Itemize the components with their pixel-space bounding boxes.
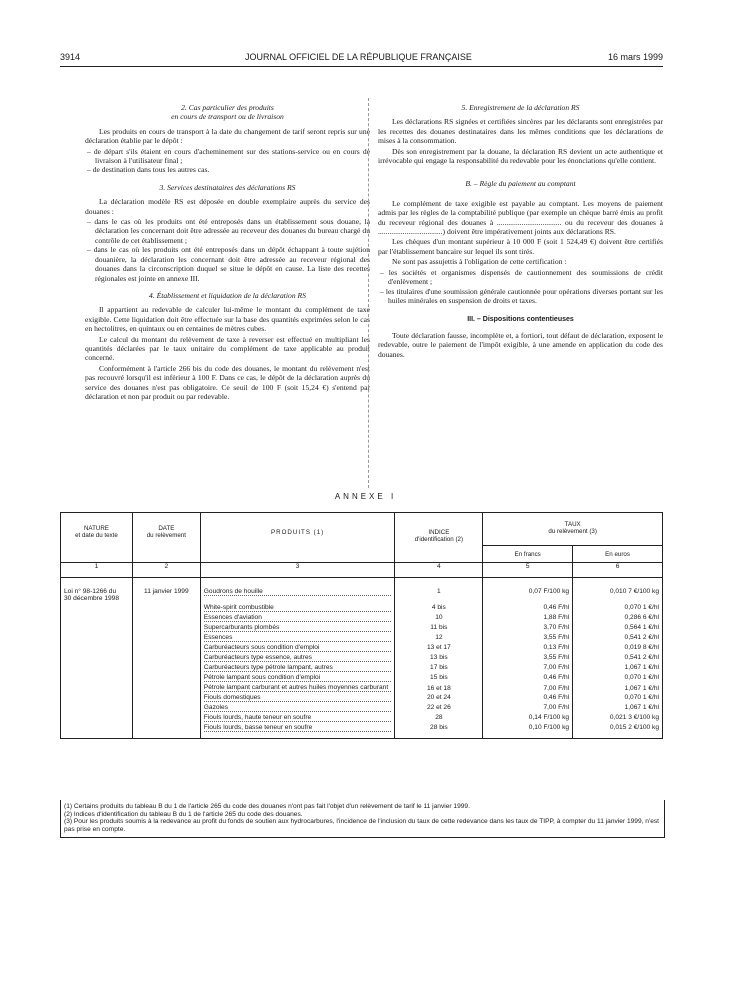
date-cell bbox=[132, 702, 200, 712]
table-row bbox=[61, 632, 663, 642]
product-name: Carburéacteurs type pétrole lampant, autres bbox=[204, 664, 392, 672]
table-row bbox=[61, 652, 663, 662]
column-number: 5 bbox=[483, 563, 573, 578]
table-row bbox=[61, 612, 663, 622]
indice-cell: 10 bbox=[395, 612, 483, 622]
table-row bbox=[61, 702, 663, 712]
column-number-row bbox=[61, 563, 663, 578]
taux-francs-cell: 1,88 F/hl bbox=[483, 612, 573, 622]
nature-cell bbox=[61, 712, 133, 722]
header-en-francs: En francs bbox=[483, 546, 573, 563]
list bbox=[85, 217, 370, 283]
date-cell bbox=[132, 652, 200, 662]
header-indice-line2: d'identification (2) bbox=[414, 536, 464, 543]
date-cell bbox=[132, 712, 200, 722]
nature-cell bbox=[61, 578, 133, 603]
table-row bbox=[61, 602, 663, 612]
column-number: 3 bbox=[200, 563, 395, 578]
relevement-table bbox=[60, 512, 663, 739]
nature-cell bbox=[61, 722, 133, 739]
nature-cell bbox=[61, 602, 133, 612]
taux-francs-cell: 7,00 F/hl bbox=[483, 662, 573, 672]
section-2-heading: 2. Cas particulier des produits bbox=[181, 103, 274, 112]
taux-euros-cell: 1,067 1 €/hl bbox=[573, 662, 663, 672]
table-row bbox=[61, 692, 663, 702]
taux-francs-cell: 0,14 F/100 kg bbox=[483, 712, 573, 722]
indice-cell: 20 et 24 bbox=[395, 692, 483, 702]
paragraph: Il appartient au redevable de calculer lui-même le montant du complément de taxe exigible. Cette liquidation doit être effectuée sur la base des quantités exprimées selon le cas en hectolitres, en quintaux ou en centaines de mètres cubes. bbox=[85, 305, 370, 334]
product-cell bbox=[200, 642, 395, 652]
taux-euros-cell: 1,067 1 €/hl bbox=[573, 682, 663, 692]
taux-euros-cell: 0,015 2 €/100 kg bbox=[573, 722, 663, 739]
taux-francs-cell: 0,07 F/100 kg bbox=[483, 578, 573, 603]
nature-cell bbox=[61, 632, 133, 642]
annexe-title: ANNEXE I bbox=[334, 492, 397, 501]
indice-cell: 22 et 26 bbox=[395, 702, 483, 712]
date-cell bbox=[132, 662, 200, 672]
paragraph: Toute déclaration fausse, incomplète et, a fortiori, tout défaut de déclaration, exposent le redevable, outre le paiement de l'impôt exigible, à une amende en application du code des douanes. bbox=[378, 330, 663, 359]
indice-cell: 11 bis bbox=[395, 622, 483, 632]
nature-cell bbox=[61, 622, 133, 632]
nature-text: 30 décembre 1998 bbox=[64, 595, 119, 602]
header-date bbox=[132, 513, 200, 563]
product-cell bbox=[200, 622, 395, 632]
note-3: (3) Pour les produits soumis à la redevance au profit du fonds de soutien aux hydrocarbures, l'incidence de l'inclusion du taux de cette redevance dans les taux de TIPP, à compter du 11 janvier 1999, n'est pas prise en compte. bbox=[64, 818, 660, 833]
note-2: (2) Indices d'identification du tableau B du 1 de l'article 265 du code des douanes. bbox=[64, 810, 303, 818]
list-item: – dans le cas où les produits ont été entreposés dans un établissement sous douane, la déclaration les concernant doit être adressée au receveur des douanes du bureau chargé du contrôle de cet établissement ; bbox=[87, 217, 370, 245]
indice-cell: 28 bbox=[395, 712, 483, 722]
header-date-line2: du relèvement bbox=[146, 532, 186, 539]
product-name: Supercarburants plombés bbox=[204, 624, 392, 632]
indice-cell: 12 bbox=[395, 632, 483, 642]
column-divider bbox=[368, 98, 369, 488]
table-row bbox=[61, 672, 663, 682]
table-row bbox=[61, 578, 663, 603]
table-row bbox=[61, 662, 663, 672]
column-number: 6 bbox=[573, 563, 663, 578]
taux-francs-cell: 3,55 F/hl bbox=[483, 652, 573, 662]
column-number: 4 bbox=[395, 563, 483, 578]
nature-cell bbox=[61, 692, 133, 702]
section-iii-heading: III. – Dispositions contentieuses bbox=[467, 316, 574, 324]
table-row bbox=[61, 712, 663, 722]
header-taux bbox=[483, 513, 663, 546]
table-notes bbox=[60, 800, 665, 838]
table-row bbox=[61, 682, 663, 692]
header-produits: PRODUITS (1) bbox=[200, 513, 395, 563]
paragraph: Le complément de taxe exigible est payable au comptant. Les moyens de paiement admis par les règles de la comptabilité publique (par exemple un chèque barré émis au profit du receveur régional des douanes à .................................. ou du receveur des douanes à ..................................) doivent être impérativement joints aux déclarations RS. bbox=[378, 198, 663, 237]
paragraph: La déclaration modèle RS est déposée en double exemplaire auprès du service des douanes : bbox=[85, 197, 370, 216]
indice-cell: 17 bis bbox=[395, 662, 483, 672]
header-taux-line2: du relèvement (3) bbox=[548, 528, 597, 535]
product-name: Carburéacteurs sous condition d'emploi bbox=[204, 644, 392, 652]
date-cell bbox=[132, 612, 200, 622]
paragraph: Les chèques d'un montant supérieur à 10 000 F (soit 1 524,49 €) doivent être certifiés par l'établissement bancaire sur lequel ils sont tirés. bbox=[378, 237, 663, 256]
product-cell bbox=[200, 692, 395, 702]
product-name: Fiouls lourds, basse teneur en soufre bbox=[204, 724, 392, 732]
taux-euros-cell: 0,070 1 €/hl bbox=[573, 692, 663, 702]
taux-euros-cell: 0,070 1 €/hl bbox=[573, 672, 663, 682]
taux-francs-cell: 7,00 F/hl bbox=[483, 682, 573, 692]
date-cell bbox=[132, 692, 200, 702]
taux-francs-cell: 0,46 F/hl bbox=[483, 602, 573, 612]
header-date-line1: DATE bbox=[158, 525, 175, 532]
paragraph: Les produits en cours de transport à la date du changement de tarif seront repris sur une déclaration établie par le dépôt : bbox=[85, 126, 370, 146]
left-column bbox=[85, 100, 370, 402]
header-indice bbox=[395, 513, 483, 563]
table-row bbox=[61, 722, 663, 739]
nature-cell bbox=[61, 672, 133, 682]
nature-cell bbox=[61, 652, 133, 662]
product-name: Carburéacteurs type essence, autres bbox=[204, 654, 392, 662]
taux-euros-cell: 0,019 8 €/hl bbox=[573, 642, 663, 652]
product-name: White-spirit combustible bbox=[204, 604, 392, 612]
product-cell bbox=[200, 612, 395, 622]
nature-text: Loi n° 98-1266 du bbox=[64, 588, 117, 595]
header-rule bbox=[60, 66, 663, 67]
list-item: – de départ s'ils étaient en cours d'acheminement sur des stations-service ou en cours de livraison à l'utilisateur final ; bbox=[87, 146, 370, 166]
product-cell bbox=[200, 712, 395, 722]
product-name: Pétrole lampant carburant et autres huiles moyennes carburant bbox=[204, 684, 392, 692]
nature-cell bbox=[61, 662, 133, 672]
date-cell bbox=[132, 682, 200, 692]
taux-euros-cell: 0,286 6 €/hl bbox=[573, 612, 663, 622]
indice-cell: 15 bis bbox=[395, 672, 483, 682]
indice-cell: 28 bis bbox=[395, 722, 483, 739]
publication-date: 16 mars 1999 bbox=[607, 52, 663, 62]
table-row bbox=[61, 642, 663, 652]
table-row bbox=[61, 622, 663, 632]
taux-euros-cell: 1,067 1 €/hl bbox=[573, 702, 663, 712]
header-en-euros: En euros bbox=[573, 546, 663, 563]
taux-francs-cell: 0,46 F/hl bbox=[483, 672, 573, 682]
product-cell bbox=[200, 702, 395, 712]
right-column bbox=[378, 100, 663, 360]
section-2-heading-line2: en cours de transport ou de livraison bbox=[171, 112, 284, 122]
indice-cell: 4 bis bbox=[395, 602, 483, 612]
taux-francs-cell: 0,13 F/hl bbox=[483, 642, 573, 652]
taux-euros-cell: 0,070 1 €/hl bbox=[573, 602, 663, 612]
header-nature-line1: NATURE bbox=[83, 525, 109, 532]
column-number: 2 bbox=[132, 563, 200, 578]
indice-cell: 1 bbox=[395, 578, 483, 603]
section-5-heading: 5. Enregistrement de la déclaration RS bbox=[461, 103, 580, 112]
taux-francs-cell: 0,10 F/100 kg bbox=[483, 722, 573, 739]
list-item: – dans le cas où les produits ont été entreposés dans un dépôt échappant à toute sujétion douanière, la déclaration les concernant doit être adressée au receveur régional des douanes dans la circonscription duquel se situe le dépôt en cause. La liste des recettes régionales est jointe en annexe III. bbox=[87, 245, 370, 283]
journal-title: JOURNAL OFFICIEL DE LA RÉPUBLIQUE FRANÇAISE bbox=[245, 52, 472, 62]
date-cell bbox=[132, 578, 200, 603]
paragraph: Dès son enregistrement par la douane, la déclaration RS devient un acte authentique et irrévocable qui engage la responsabilité du redevable pour les énonciations qu'elle contient. bbox=[378, 146, 663, 166]
taux-euros-cell: 0,010 7 €/100 kg bbox=[573, 578, 663, 603]
taux-francs-cell: 3,55 F/hl bbox=[483, 632, 573, 642]
product-cell bbox=[200, 578, 395, 603]
nature-cell bbox=[61, 682, 133, 692]
product-cell bbox=[200, 662, 395, 672]
header-taux-line1: TAUX bbox=[564, 521, 581, 528]
product-name: Fiouls lourds, haute teneur en soufre bbox=[204, 714, 392, 722]
product-name: Fiouls domestiques bbox=[204, 694, 392, 702]
taux-francs-cell: 3,70 F/hl bbox=[483, 622, 573, 632]
product-cell bbox=[200, 652, 395, 662]
indice-cell: 16 et 18 bbox=[395, 682, 483, 692]
list-item: – les sociétés et organismes dispensés de cautionnement des soumissions de crédit d'enlèvement ; bbox=[380, 267, 663, 287]
taux-francs-cell: 7,00 F/hl bbox=[483, 702, 573, 712]
paragraph: Ne sont pas assujettis à l'obligation de cette certification : bbox=[392, 257, 567, 267]
note-1: (1) Certains produits du tableau B du 1 de l'article 265 du code des douanes n'ont pas fait l'objet d'un relèvement de tarif le 11 janvier 1999. bbox=[64, 803, 470, 810]
nature-cell bbox=[61, 642, 133, 652]
paragraph: Le calcul du montant du relèvement de taxe à reverser est effectué en multipliant les quantités déclarées par le taux unitaire du complément de taxe applicable au produit concerné. bbox=[85, 334, 370, 363]
date-cell bbox=[132, 642, 200, 652]
product-name: Essences d'aviation bbox=[204, 614, 392, 622]
product-cell bbox=[200, 682, 395, 692]
date-cell bbox=[132, 722, 200, 739]
product-name: Gazoles bbox=[204, 704, 392, 712]
product-cell bbox=[200, 632, 395, 642]
product-cell bbox=[200, 672, 395, 682]
taux-euros-cell: 0,021 3 €/100 kg bbox=[573, 712, 663, 722]
page-header bbox=[60, 52, 663, 66]
page-number: 3914 bbox=[60, 52, 81, 62]
date-text: 11 janvier 1999 bbox=[144, 588, 189, 595]
nature-cell bbox=[61, 702, 133, 712]
taux-francs-cell: 0,46 F/hl bbox=[483, 692, 573, 702]
taux-euros-cell: 0,564 1 €/hl bbox=[573, 622, 663, 632]
nature-cell bbox=[61, 612, 133, 622]
taux-euros-cell: 0,541 2 €/hl bbox=[573, 632, 663, 642]
list-item: – de destination dans tous les autres cas. bbox=[87, 165, 210, 175]
section-b-heading: B. – Règle du paiement au comptant bbox=[465, 179, 576, 189]
column-number: 1 bbox=[61, 563, 133, 578]
product-name: Pétrole lampant sous condition d'emploi bbox=[204, 674, 392, 682]
header-indice-line1: INDICE bbox=[428, 529, 450, 536]
indice-cell: 13 et 17 bbox=[395, 642, 483, 652]
paragraph: Conformément à l'article 266 bis du code des douanes, le montant du relèvement n'est pas recouvré lorsqu'il est inférieur à 100 F. Dans ce cas, le dépôt de la déclaration auprès du service des douanes n'est pas obligatoire. Ce seuil de 100 F (soit 15,24 €) s'entend par déclaration et non par produit ou par redevable. bbox=[85, 363, 370, 401]
table-body bbox=[61, 578, 663, 739]
header-nature bbox=[61, 513, 133, 563]
date-cell bbox=[132, 632, 200, 642]
product-cell bbox=[200, 602, 395, 612]
indice-cell: 13 bis bbox=[395, 652, 483, 662]
list-item: – les titulaires d'une soumission générale cautionnée pour opérations diverses portant sur les huiles minérales en suspension de droits et taxes. bbox=[380, 286, 663, 305]
section-4-heading: 4. Établissement et liquidation de la déclaration RS bbox=[149, 290, 306, 300]
section-3-heading: 3. Services destinataires des déclarations RS bbox=[159, 182, 296, 192]
product-name: Goudrons de houille bbox=[204, 588, 392, 596]
paragraph: Les déclarations RS signées et certifiées sincères par les déclarants sont enregistrées par les recettes des douanes destinataires dans les mêmes conditions que les déclarations de mises à la consommation. bbox=[378, 117, 663, 146]
taux-euros-cell: 0,541 2 €/hl bbox=[573, 652, 663, 662]
list bbox=[378, 268, 663, 306]
list bbox=[85, 147, 370, 175]
date-cell bbox=[132, 602, 200, 612]
date-cell bbox=[132, 622, 200, 632]
product-name: Essences bbox=[204, 634, 392, 642]
header-nature-line2: et date du texte bbox=[75, 532, 118, 539]
date-cell bbox=[132, 672, 200, 682]
product-cell bbox=[200, 722, 395, 739]
